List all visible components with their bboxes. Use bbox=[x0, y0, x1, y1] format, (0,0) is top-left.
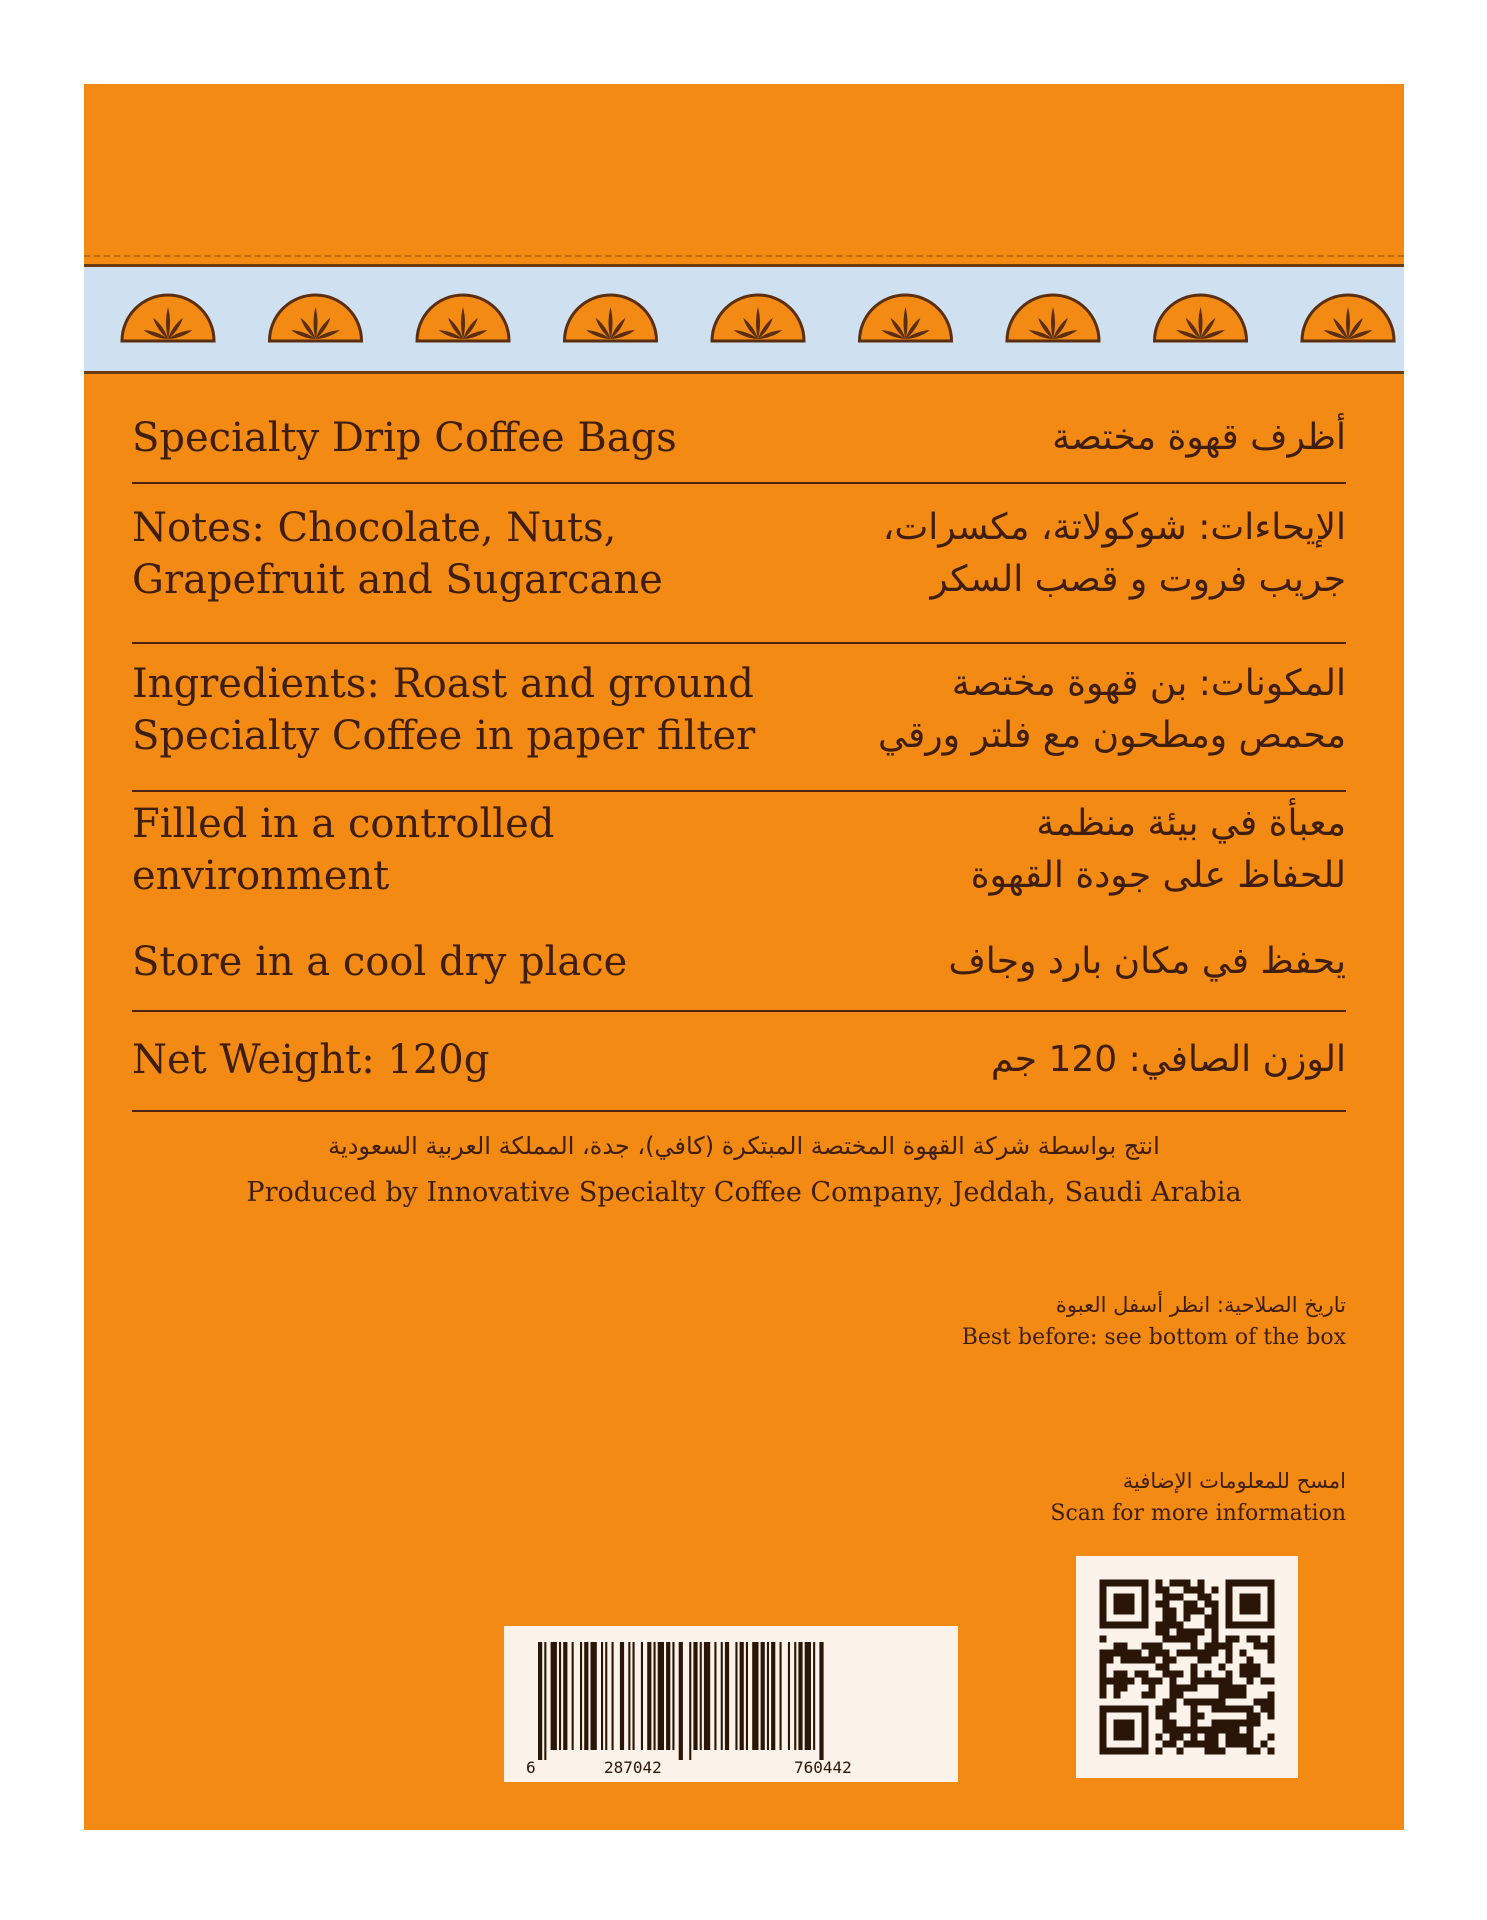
ingredients-ar-line-2: محمص ومطحون مع فلتر ورقي bbox=[878, 715, 1346, 756]
notes-en-line-1: Notes: Chocolate, Nuts, bbox=[132, 505, 617, 551]
ingredients-ar-line-1: المكونات: بن قهوة مختصة bbox=[951, 663, 1346, 704]
storage-row bbox=[132, 936, 1346, 988]
net-weight-ar: الوزن الصافي: 120 جم bbox=[990, 1039, 1346, 1080]
fan-half-circle-icon bbox=[860, 295, 952, 341]
scan-ar: امسح للمعلومات الإضافية bbox=[1122, 1469, 1346, 1493]
filled-environment-row bbox=[132, 798, 1346, 902]
best-before-en: Best before: see bottom of the box bbox=[961, 1325, 1346, 1350]
fan-half-circle-icon bbox=[122, 295, 214, 341]
storage-ar: يحفظ في مكان بارد وجاف bbox=[948, 941, 1346, 982]
barcode-right-group: 760442 bbox=[794, 1758, 852, 1777]
product-title-row bbox=[132, 412, 1346, 468]
divider bbox=[132, 642, 1346, 644]
coffee-box-back-panel bbox=[84, 84, 1404, 1830]
divider bbox=[132, 1010, 1346, 1012]
producer-ar: انتج بواسطة شركة القهوة المختصة المبتكرة (كافي)، جدة، المملكة العربية السعودية bbox=[328, 1132, 1160, 1160]
filled-en-line-1: Filled in a controlled bbox=[132, 801, 555, 847]
fan-half-circle-icon bbox=[1007, 295, 1099, 341]
tasting-notes-row bbox=[132, 502, 1346, 606]
filled-ar-line-1: معبأة في بيئة منظمة bbox=[1036, 803, 1346, 844]
barcode bbox=[504, 1626, 958, 1782]
product-title-ar: أظرف قهوة مختصة bbox=[1052, 417, 1346, 458]
fan-half-circle-icon bbox=[565, 295, 657, 341]
producer-en: Produced by Innovative Specialty Coffee Company, Jeddah, Saudi Arabia bbox=[246, 1177, 1242, 1208]
qr-code-icon bbox=[1076, 1556, 1298, 1778]
fan-half-circle-icon bbox=[417, 295, 509, 341]
barcode-icon bbox=[504, 1626, 958, 1782]
best-before-ar: تاريخ الصلاحية: انظر أسفل العبوة bbox=[1055, 1293, 1346, 1317]
fan-half-circle-icon bbox=[1155, 295, 1247, 341]
notes-en-line-2: Grapefruit and Sugarcane bbox=[132, 557, 663, 603]
divider bbox=[132, 790, 1346, 792]
ingredients-en-line-2: Specialty Coffee in paper filter bbox=[132, 713, 756, 759]
decorative-pattern-band bbox=[84, 264, 1404, 374]
divider bbox=[132, 1110, 1346, 1112]
fan-half-circle-icon bbox=[1302, 295, 1394, 341]
net-weight-en: Net Weight: 120g bbox=[132, 1037, 490, 1083]
barcode-left-group: 287042 bbox=[604, 1758, 662, 1777]
product-title-en: Specialty Drip Coffee Bags bbox=[132, 415, 677, 461]
net-weight-row bbox=[132, 1034, 1346, 1086]
qr-code bbox=[1076, 1556, 1298, 1778]
fan-half-circle-icon bbox=[270, 295, 362, 341]
ingredients-row bbox=[132, 658, 1346, 762]
filled-en-line-2: environment bbox=[132, 853, 390, 899]
scan-en: Scan for more information bbox=[1050, 1501, 1346, 1526]
barcode-first-digit: 6 bbox=[526, 1758, 536, 1777]
ingredients-en-line-1: Ingredients: Roast and ground bbox=[132, 661, 754, 707]
fan-motif-row bbox=[84, 267, 1404, 371]
fan-half-circle-icon bbox=[712, 295, 804, 341]
filled-ar-line-2: للحفاظ على جودة القهوة bbox=[970, 855, 1346, 896]
fold-line bbox=[84, 255, 1404, 257]
divider bbox=[132, 482, 1346, 484]
notes-ar-line-1: الإيحاءات: شوكولاتة، مكسرات، bbox=[882, 507, 1346, 548]
storage-en: Store in a cool dry place bbox=[132, 939, 628, 985]
notes-ar-line-2: جريب فروت و قصب السكر bbox=[930, 559, 1346, 600]
